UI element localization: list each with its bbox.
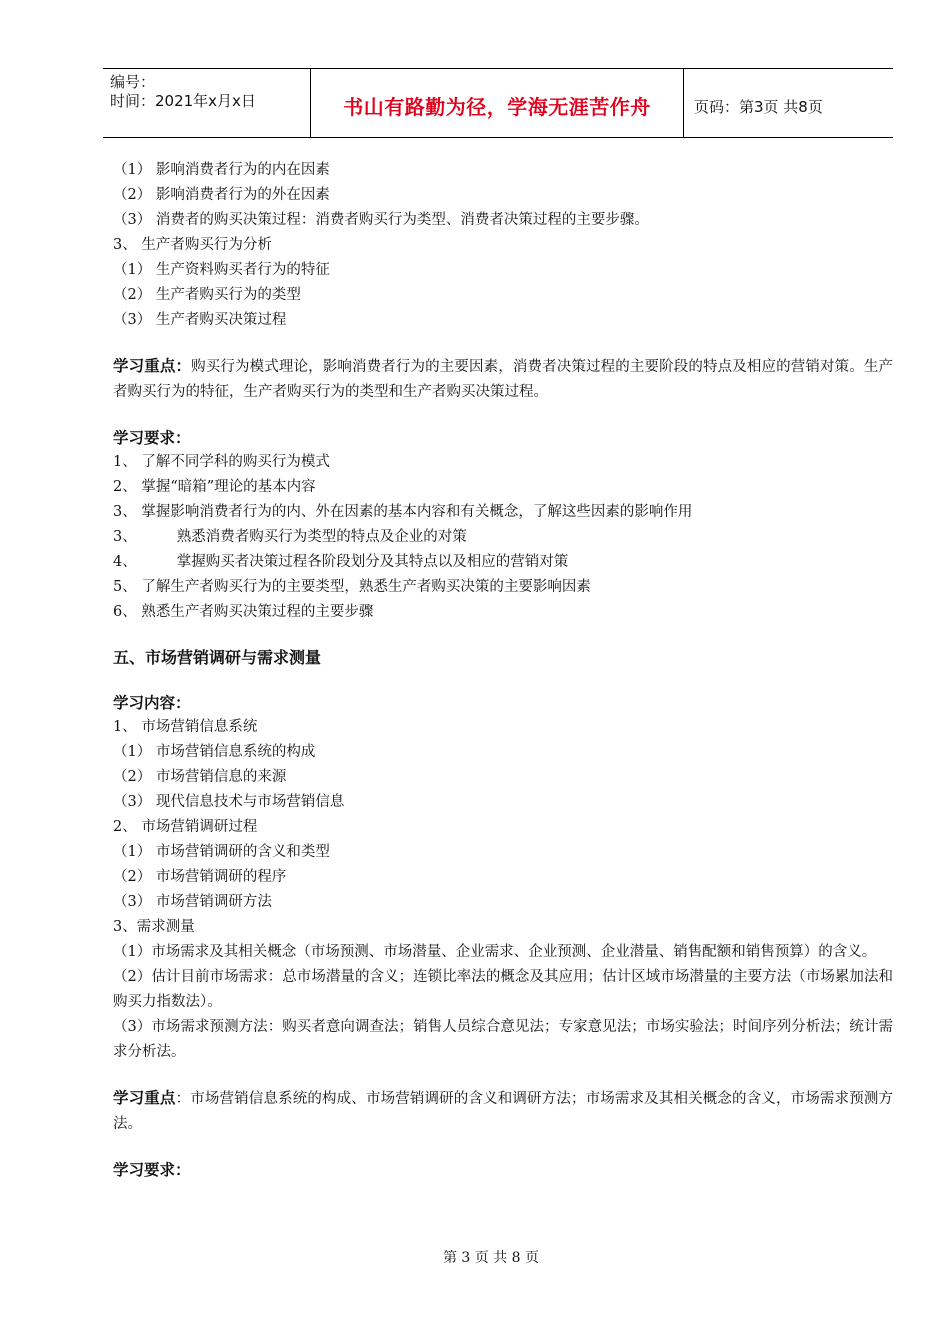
header-table <box>103 68 893 138</box>
focus-label: 学习重点： <box>113 356 192 375</box>
list-item: （2） 影响消费者行为的外在因素 <box>113 187 330 203</box>
list-item: （1） 生产资料购买者行为的特征 <box>113 262 330 278</box>
focus-text: 购买行为模式理论，影响消费者行为的主要因素，消费者决策过程的主要阶段的特点及相应的营销对策。生产者购买行为的特征，生产者购买行为的类型和生产者购买决策过程。 <box>113 359 893 400</box>
list-item: （3） 市场营销调研方法 <box>113 894 272 910</box>
requirements-label: 学习要求： <box>113 428 191 447</box>
list-item: （1） 影响消费者行为的内在因素 <box>113 162 330 178</box>
list-item <box>113 525 893 550</box>
list-item: 3、 掌握影响消费者行为的内、外在因素的基本内容和有关概念，了解这些因素的影响作用 <box>113 504 693 520</box>
list-item: 3、 生产者购买行为分析 <box>113 237 272 253</box>
list-item: （1） 市场营销调研的含义和类型 <box>113 844 330 860</box>
document-body <box>113 158 893 1182</box>
list-item: （2） 市场营销调研的程序 <box>113 869 287 885</box>
list-item: 1、 市场营销信息系统 <box>113 719 258 735</box>
header-meta-cell <box>103 69 311 137</box>
focus-label: 学习重点 <box>113 1088 176 1107</box>
focus-text: ：市场营销信息系统的构成、市场营销调研的含义和调研方法；市场需求及其相关概念的含义，市场需求预测方法。 <box>113 1091 893 1132</box>
list-text: 掌握购买者决策过程各阶段划分及其特点以及相应的营销对策 <box>176 554 569 570</box>
list-item: 2、 掌握“暗箱”理论的基本内容 <box>113 479 316 495</box>
content-label: 学习内容： <box>113 693 191 712</box>
header-motto-cell <box>311 69 684 137</box>
section-title: 五、市场营销调研与需求测量 <box>113 648 322 667</box>
paragraph: （3）市场需求预测方法：购买者意向调查法；销售人员综合意见法；专家意见法；市场实验法；时间序列分析法；统计需求分析法。 <box>113 1019 893 1060</box>
list-item: （2） 市场营销信息的来源 <box>113 769 287 785</box>
list-item: （3） 生产者购买决策过程 <box>113 312 287 328</box>
time-label: 时间：2021年x月x日 <box>110 92 256 110</box>
paragraph: （1）市场需求及其相关概念（市场预测、市场潜量、企业需求、企业预测、企业潜量、销售配额和销售预算）的含义。 <box>113 944 877 960</box>
list-item: （1） 市场营销信息系统的构成 <box>113 744 316 760</box>
list-item: 2、 市场营销调研过程 <box>113 819 258 835</box>
list-item: 6、 熟悉生产者购买决策过程的主要步骤 <box>113 604 374 620</box>
list-item: （3） 现代信息技术与市场营销信息 <box>113 794 345 810</box>
list-item <box>113 550 893 575</box>
paragraph: （2）估计目前市场需求：总市场潜量的含义；连锁比率法的概念及其应用；估计区域市场潜量的主要方法（市场累加法和购买力指数法）。 <box>113 969 893 1010</box>
focus-paragraph <box>113 1085 893 1137</box>
page-footer: 第 3 页 共 8 页 <box>442 1250 540 1266</box>
list-number: 4、 <box>113 554 137 570</box>
number-label: 编号： <box>110 73 156 91</box>
list-item: 5、 了解生产者购买行为的主要类型，熟悉生产者购买决策的主要影响因素 <box>113 579 591 595</box>
list-item: （3） 消费者的购买决策过程：消费者购买行为类型、消费者决策过程的主要步骤。 <box>113 212 649 228</box>
requirements-label: 学习要求： <box>113 1160 191 1179</box>
list-number: 3、 <box>113 529 137 545</box>
header-page-info: 页码：第3页 共8页 <box>694 97 823 116</box>
list-item: （2） 生产者购买行为的类型 <box>113 287 301 303</box>
focus-paragraph <box>113 353 893 405</box>
list-item: 3、需求测量 <box>113 919 195 935</box>
list-item: 1、 了解不同学科的购买行为模式 <box>113 454 330 470</box>
list-text: 熟悉消费者购买行为类型的特点及企业的对策 <box>176 529 467 545</box>
motto: 书山有路勤为径，学海无涯苦作舟 <box>343 94 651 119</box>
